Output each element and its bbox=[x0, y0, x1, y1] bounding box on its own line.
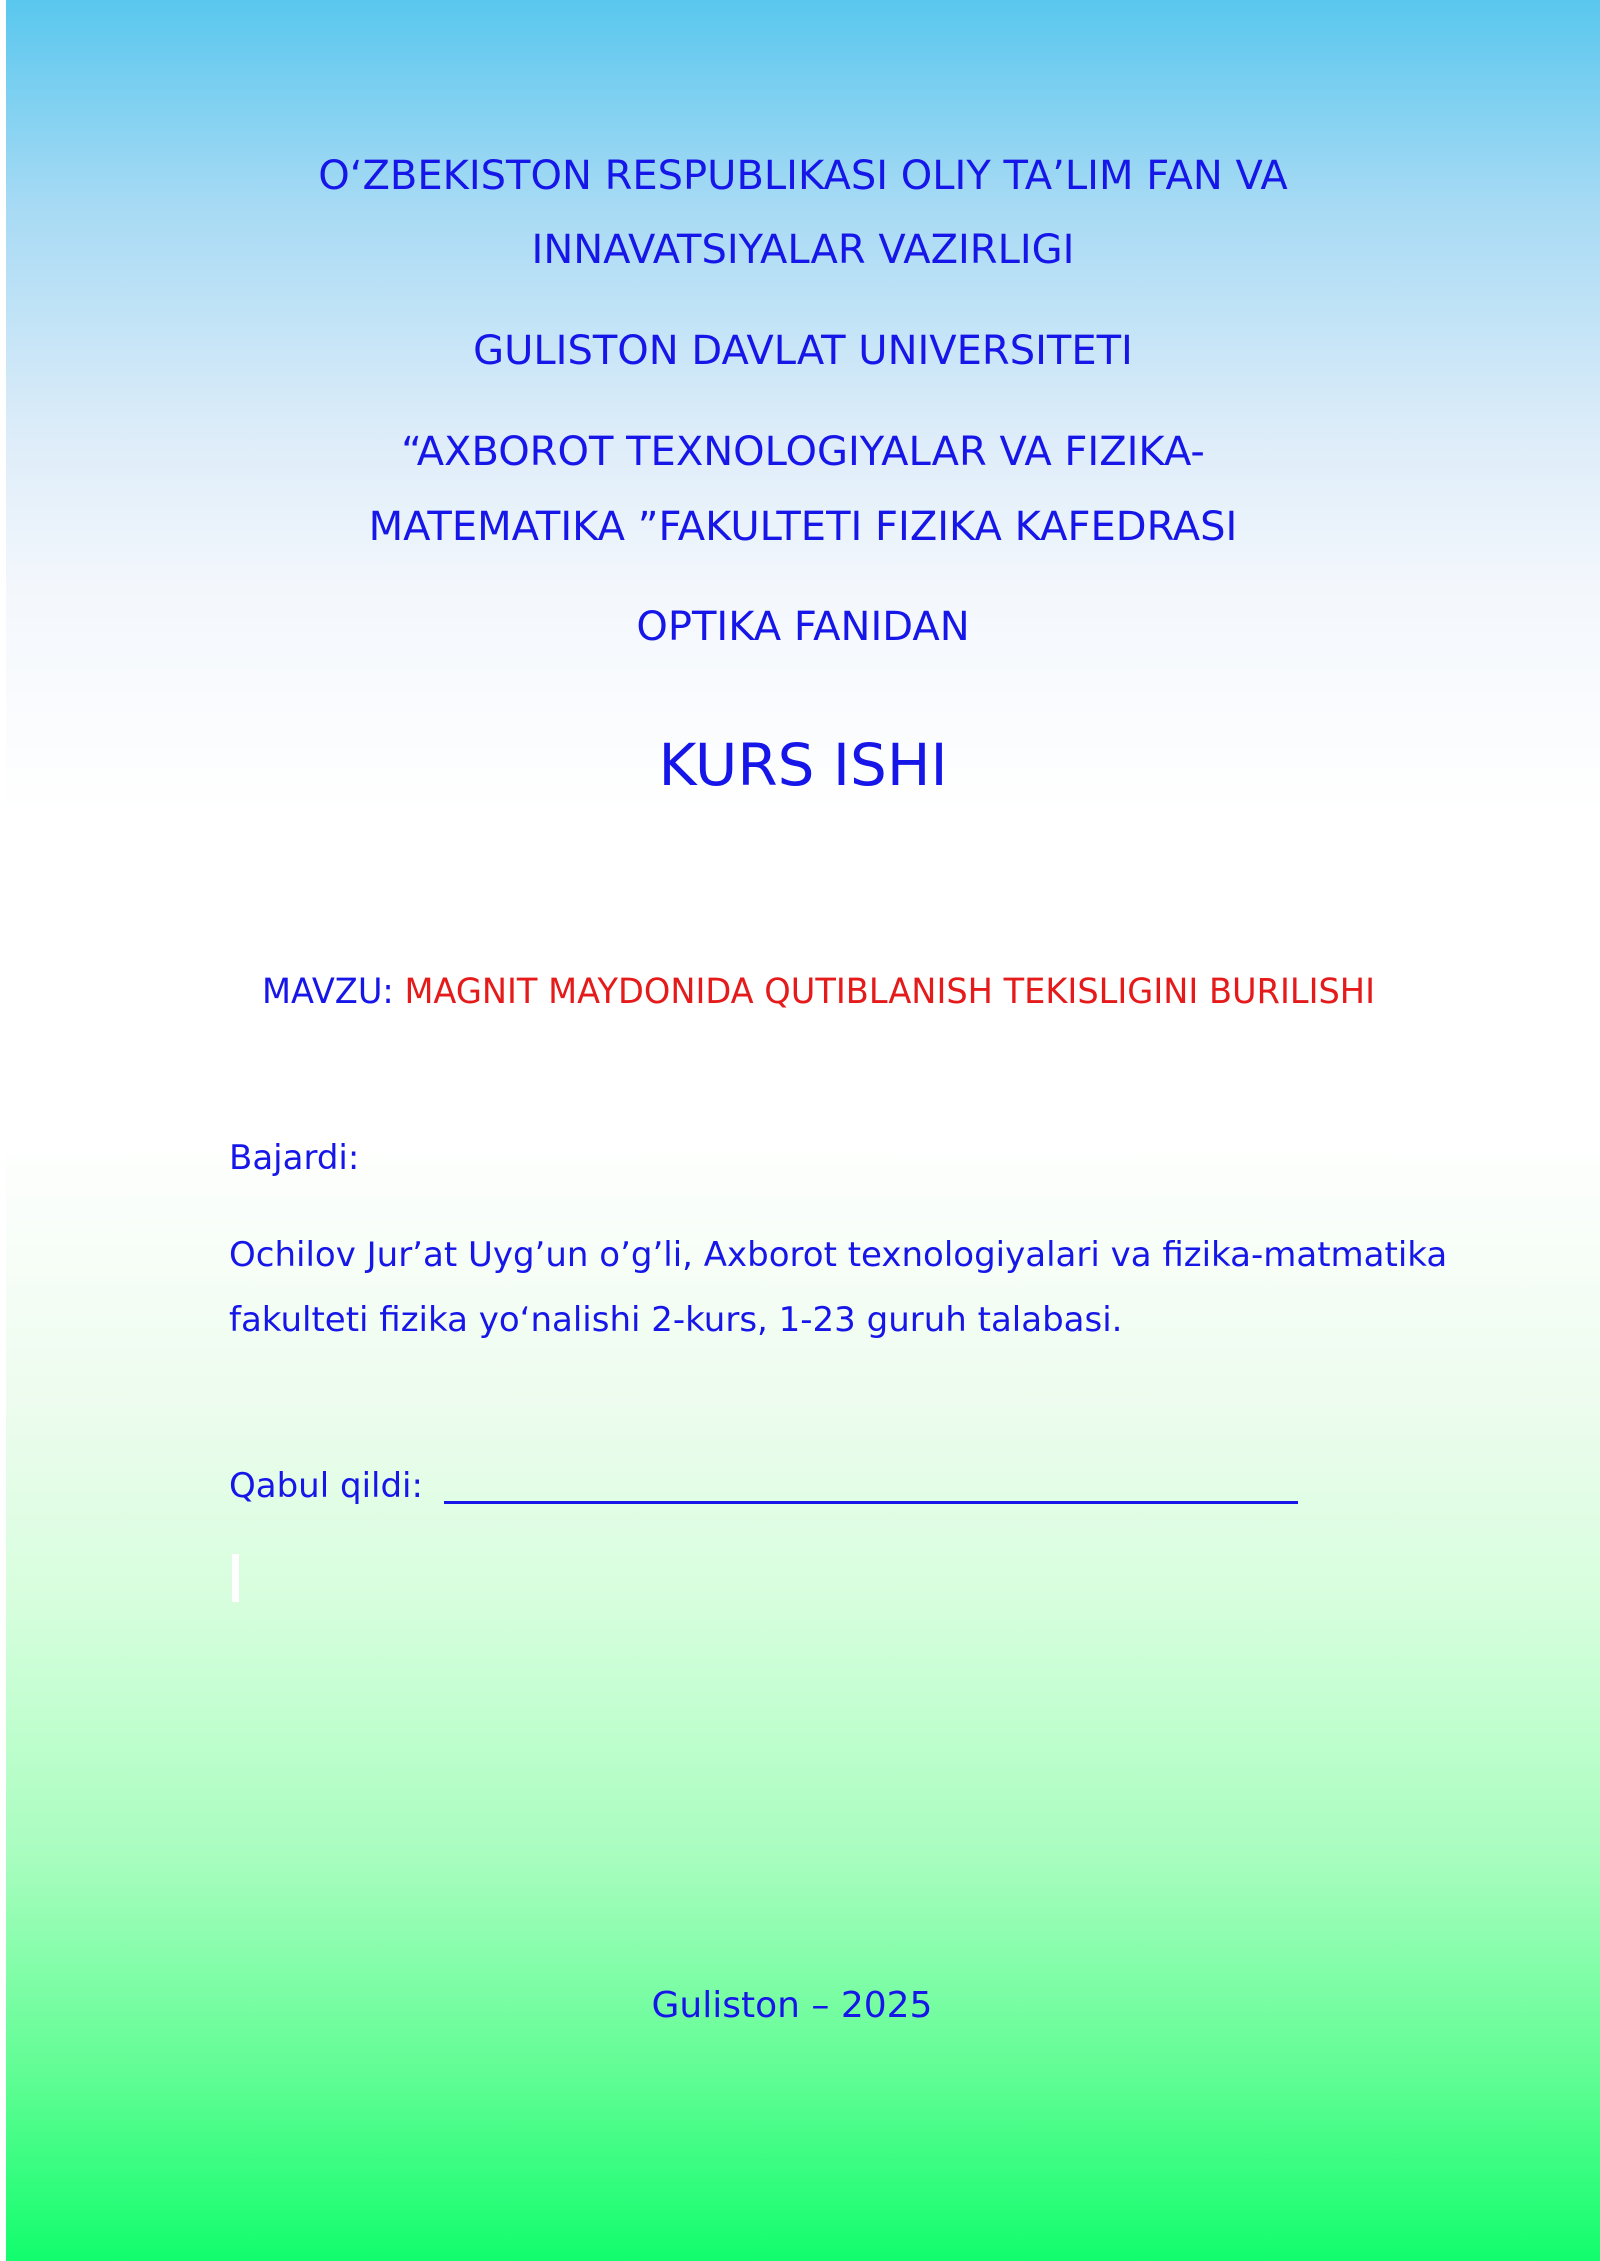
faculty-line-2: MATEMATIKA ”FAKULTETI FIZIKA KAFEDRASI bbox=[368, 504, 1238, 550]
author-line-1: Ochilov Jur’at Uyg’un o’g’li, Axborot texnologiyalari va fizika-matmatika bbox=[229, 1235, 1448, 1275]
author-line-2: fakulteti fizika yo‘nalishi 2-kurs, 1-23 guruh talabasi. bbox=[229, 1300, 1123, 1340]
university-name: GULISTON DAVLAT UNIVERSITETI bbox=[473, 328, 1133, 374]
topic-line bbox=[262, 968, 1375, 1016]
acceptance-label: Qabul qildi: bbox=[229, 1466, 423, 1506]
place-year: Guliston – 2025 bbox=[651, 1985, 933, 2026]
topic-title: MAGNIT MAYDONIDA QUTIBLANISH TEKISLIGINI BURILISHI bbox=[404, 972, 1375, 1012]
subject-title: OPTIKA FANIDAN bbox=[636, 604, 970, 650]
faculty-line-1: “AXBOROT TEXNOLOGIYALAR VA FIZIKA- bbox=[401, 429, 1205, 475]
author-label: Bajardi: bbox=[229, 1138, 360, 1178]
title-page bbox=[6, 0, 1600, 2261]
signature-line bbox=[444, 1501, 1298, 1504]
ministry-line-1: O‘ZBEKISTON RESPUBLIKASI OLIY TA’LIM FAN VA bbox=[318, 153, 1288, 199]
work-type-title: KURS ISHI bbox=[658, 731, 948, 799]
text-cursor bbox=[232, 1554, 239, 1602]
ministry-line-2: INNAVATSIYALAR VAZIRLIGI bbox=[531, 227, 1075, 273]
topic-label: MAVZU: bbox=[262, 972, 394, 1012]
